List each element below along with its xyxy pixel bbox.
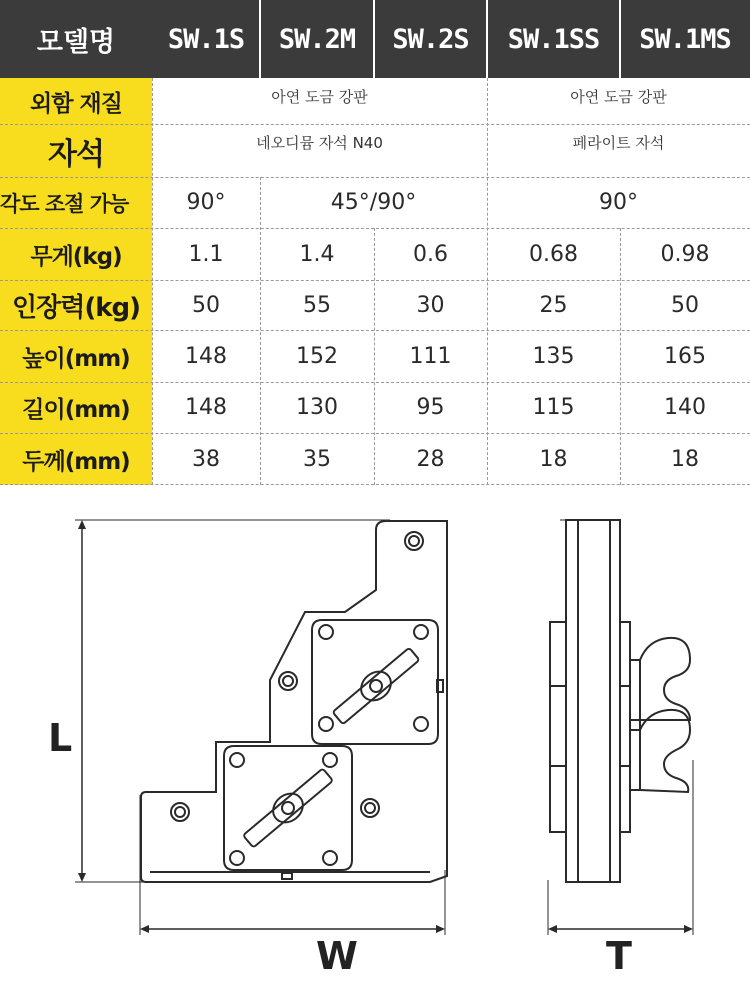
- dimension-drawing: [0, 500, 750, 1000]
- spec-table: [0, 0, 750, 485]
- col-divider: [152, 78, 153, 485]
- angle-sw2: 45°/90°: [330, 190, 417, 215]
- weight-sw1ms: 0.98: [660, 241, 710, 267]
- dim-label-thickness: T: [606, 934, 632, 978]
- row-label-thickness: 두께(mm): [0, 433, 152, 485]
- pull-sw1s: 50: [192, 292, 220, 318]
- row-divider: [0, 280, 750, 281]
- weight-sw2s: 0.6: [413, 241, 448, 267]
- row-label-height: 높이(mm): [0, 330, 152, 382]
- row-label-pull: 인장력(kg): [0, 280, 152, 330]
- length-sw2s: 95: [416, 395, 445, 420]
- col-divider: [620, 228, 621, 485]
- row-label-magnet: 자석: [0, 124, 152, 177]
- row-divider: [0, 124, 750, 125]
- header-divider: [619, 0, 621, 78]
- model-sw1s: SW.1S: [152, 0, 260, 78]
- weight-sw1ss: 0.68: [529, 241, 578, 267]
- dim-label-width: W: [316, 934, 358, 978]
- pull-sw2m: 55: [303, 292, 331, 318]
- pull-sw2s: 30: [416, 292, 445, 318]
- model-sw1ss: SW.1SS: [487, 0, 620, 78]
- col-divider: [374, 228, 375, 485]
- row-label-angle: 각도 조절 가능: [0, 177, 152, 228]
- angle-ss-ms: 90°: [599, 190, 638, 215]
- height-sw2m: 152: [296, 343, 338, 369]
- row-label-housing: 외함 재질: [0, 78, 152, 124]
- thickness-sw1ss: 18: [539, 446, 568, 472]
- thickness-sw1s: 38: [192, 446, 220, 472]
- header-divider: [373, 0, 375, 78]
- row-divider: [0, 382, 750, 383]
- model-sw2s: SW.2S: [374, 0, 487, 78]
- row-divider: [0, 330, 750, 331]
- length-sw1ss: 115: [532, 395, 575, 420]
- thickness-sw2m: 35: [303, 446, 331, 472]
- length-sw1s: 148: [185, 395, 227, 420]
- height-sw1ms: 165: [664, 343, 706, 369]
- side-view: [548, 520, 693, 935]
- magnet-value-right: 페라이트 자석: [572, 134, 665, 152]
- pull-sw1ms: 50: [671, 292, 699, 318]
- magnet-value-left: 네오디뮴 자석 N40: [256, 134, 383, 152]
- model-sw1ms: SW.1MS: [620, 0, 750, 78]
- header-divider: [259, 0, 261, 78]
- row-divider: [0, 228, 750, 229]
- weight-sw2m: 1.4: [299, 241, 335, 267]
- height-sw1ss: 135: [532, 343, 575, 369]
- thickness-sw2s: 28: [416, 446, 445, 472]
- col-divider: [260, 177, 261, 485]
- row-divider: [0, 433, 750, 434]
- housing-value-right: 아연 도금 강판: [570, 88, 667, 106]
- height-sw1s: 148: [185, 343, 227, 369]
- col-divider: [487, 78, 488, 485]
- pull-sw1ss: 25: [539, 292, 568, 318]
- model-header-label: 모델명: [0, 0, 152, 78]
- front-view: [75, 520, 447, 935]
- row-label-weight: 무게(kg): [0, 228, 152, 280]
- length-sw2m: 130: [296, 395, 338, 420]
- thickness-sw1ms: 18: [671, 446, 699, 472]
- row-divider: [0, 484, 750, 485]
- header-divider: [486, 0, 488, 78]
- length-sw1ms: 140: [664, 395, 706, 420]
- model-sw2m: SW.2M: [260, 0, 374, 78]
- weight-sw1s: 1.1: [188, 241, 224, 267]
- height-sw2s: 111: [409, 343, 452, 369]
- row-divider: [0, 177, 750, 178]
- housing-value-left: 아연 도금 강판: [271, 88, 368, 106]
- dim-label-length: L: [48, 716, 73, 760]
- angle-sw1s: 90°: [186, 190, 226, 215]
- row-label-length: 길이(mm): [0, 382, 152, 433]
